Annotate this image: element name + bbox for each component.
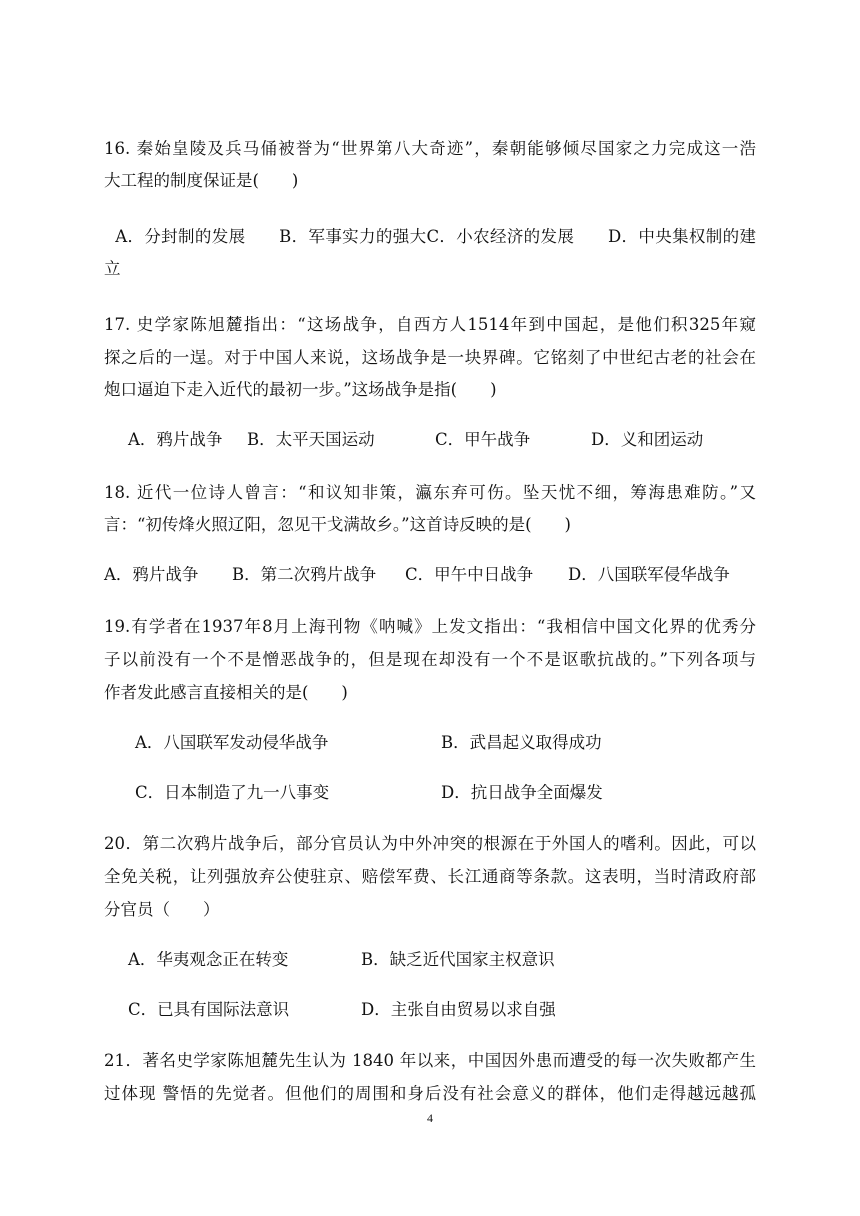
q16-options-line-1: A．分封制的发展 B．军事实力的强大C．小农经济的发展 D．中央集权制的建 [104,227,756,246]
q18-stem-line-2: 言：“初传烽火照辽阳，忽见干戈满故乡。”这首诗反映的是( ) [104,515,571,534]
page-number: 4 [427,1111,433,1125]
q19-option-d: D．抗日战争全面爆发 [441,783,603,802]
q20-option-c: C．已具有国际法意识 [128,1000,290,1019]
q19-stem-line-1: 19.有学者在1937年8月上海刊物《呐喊》上发文指出：“我相信中国文化界的优秀分 [104,617,756,636]
q19-option-b: B．武昌起义取得成功 [441,733,602,752]
q21-stem-line-1: 21．著名史学家陈旭麓先生认为 1840 年以来，中国因外患而遭受的每一次失败都产生 [104,1051,756,1070]
q18-stem-line-1: 18. 近代一位诗人曾言：“和议知非策，瀛东弃可伤。坠天忧不细，筹海患难防。”又 [104,483,756,502]
q17-option-c: C．甲午战争 [435,430,531,449]
q17-option-a: A．鸦片战争 [128,430,223,449]
q18-option-c: C．甲午中日战争 [405,565,534,584]
q19-stem-line-2: 子以前没有一个不是憎恶战争的，但是现在却没有一个不是讴歌抗战的。”下列各项与 [104,650,756,669]
q20-stem-line-3: 分官员（ ） [104,900,220,919]
q17-stem-line-2: 探之后的一逞。对于中国人来说，这场战争是一块界碑。它铭刻了中世纪古老的社会在 [104,348,756,367]
q17-stem-line-3: 炮口逼迫下走入近代的最初一步。”这场战争是指( ) [104,380,497,399]
q19-option-c: C．日本制造了九一八事变 [135,783,330,802]
q18-option-a: A．鸦片战争 [104,565,199,584]
q19-option-a: A．八国联军发动侵华战争 [135,733,329,752]
q20-stem-line-2: 全免关税，让列强放弃公使驻京、赔偿军费、长江通商等条款。这表明，当时清政府部 [104,867,756,886]
q20-option-d: D．主张自由贸易以求自强 [361,1000,556,1019]
q17-option-b: B．太平天国运动 [247,430,375,449]
q17-option-d: D．义和团运动 [591,430,704,449]
q16-stem-line-2: 大工程的制度保证是( ) [104,171,299,190]
q18-option-b: B．第二次鸦片战争 [232,565,377,584]
q18-option-d: D．八国联军侵华战争 [568,565,730,584]
q20-stem-line-1: 20．第二次鸦片战争后，部分官员认为中外冲突的根源在于外国人的嗜利。因此，可以 [104,834,756,853]
q20-option-a: A．华夷观念正在转变 [128,950,289,969]
q20-option-b: B．缺乏近代国家主权意识 [361,950,555,969]
q17-stem-line-1: 17. 史学家陈旭麓指出：“这场战争，自西方人1514年到中国起，是他们积325年窥 [104,315,756,334]
q19-stem-line-3: 作者发此感言直接相关的是( ) [104,683,348,702]
q21-stem-line-2: 过体现 警悟的先觉者。但他们的周围和身后没有社会意义的群体，他们走得越远越孤 [104,1084,756,1103]
q16-stem-line-1: 16. 秦始皇陵及兵马俑被誉为“世界第八大奇迹”，秦朝能够倾尽国家之力完成这一浩 [104,139,756,158]
q16-options-line-2: 立 [104,259,121,278]
